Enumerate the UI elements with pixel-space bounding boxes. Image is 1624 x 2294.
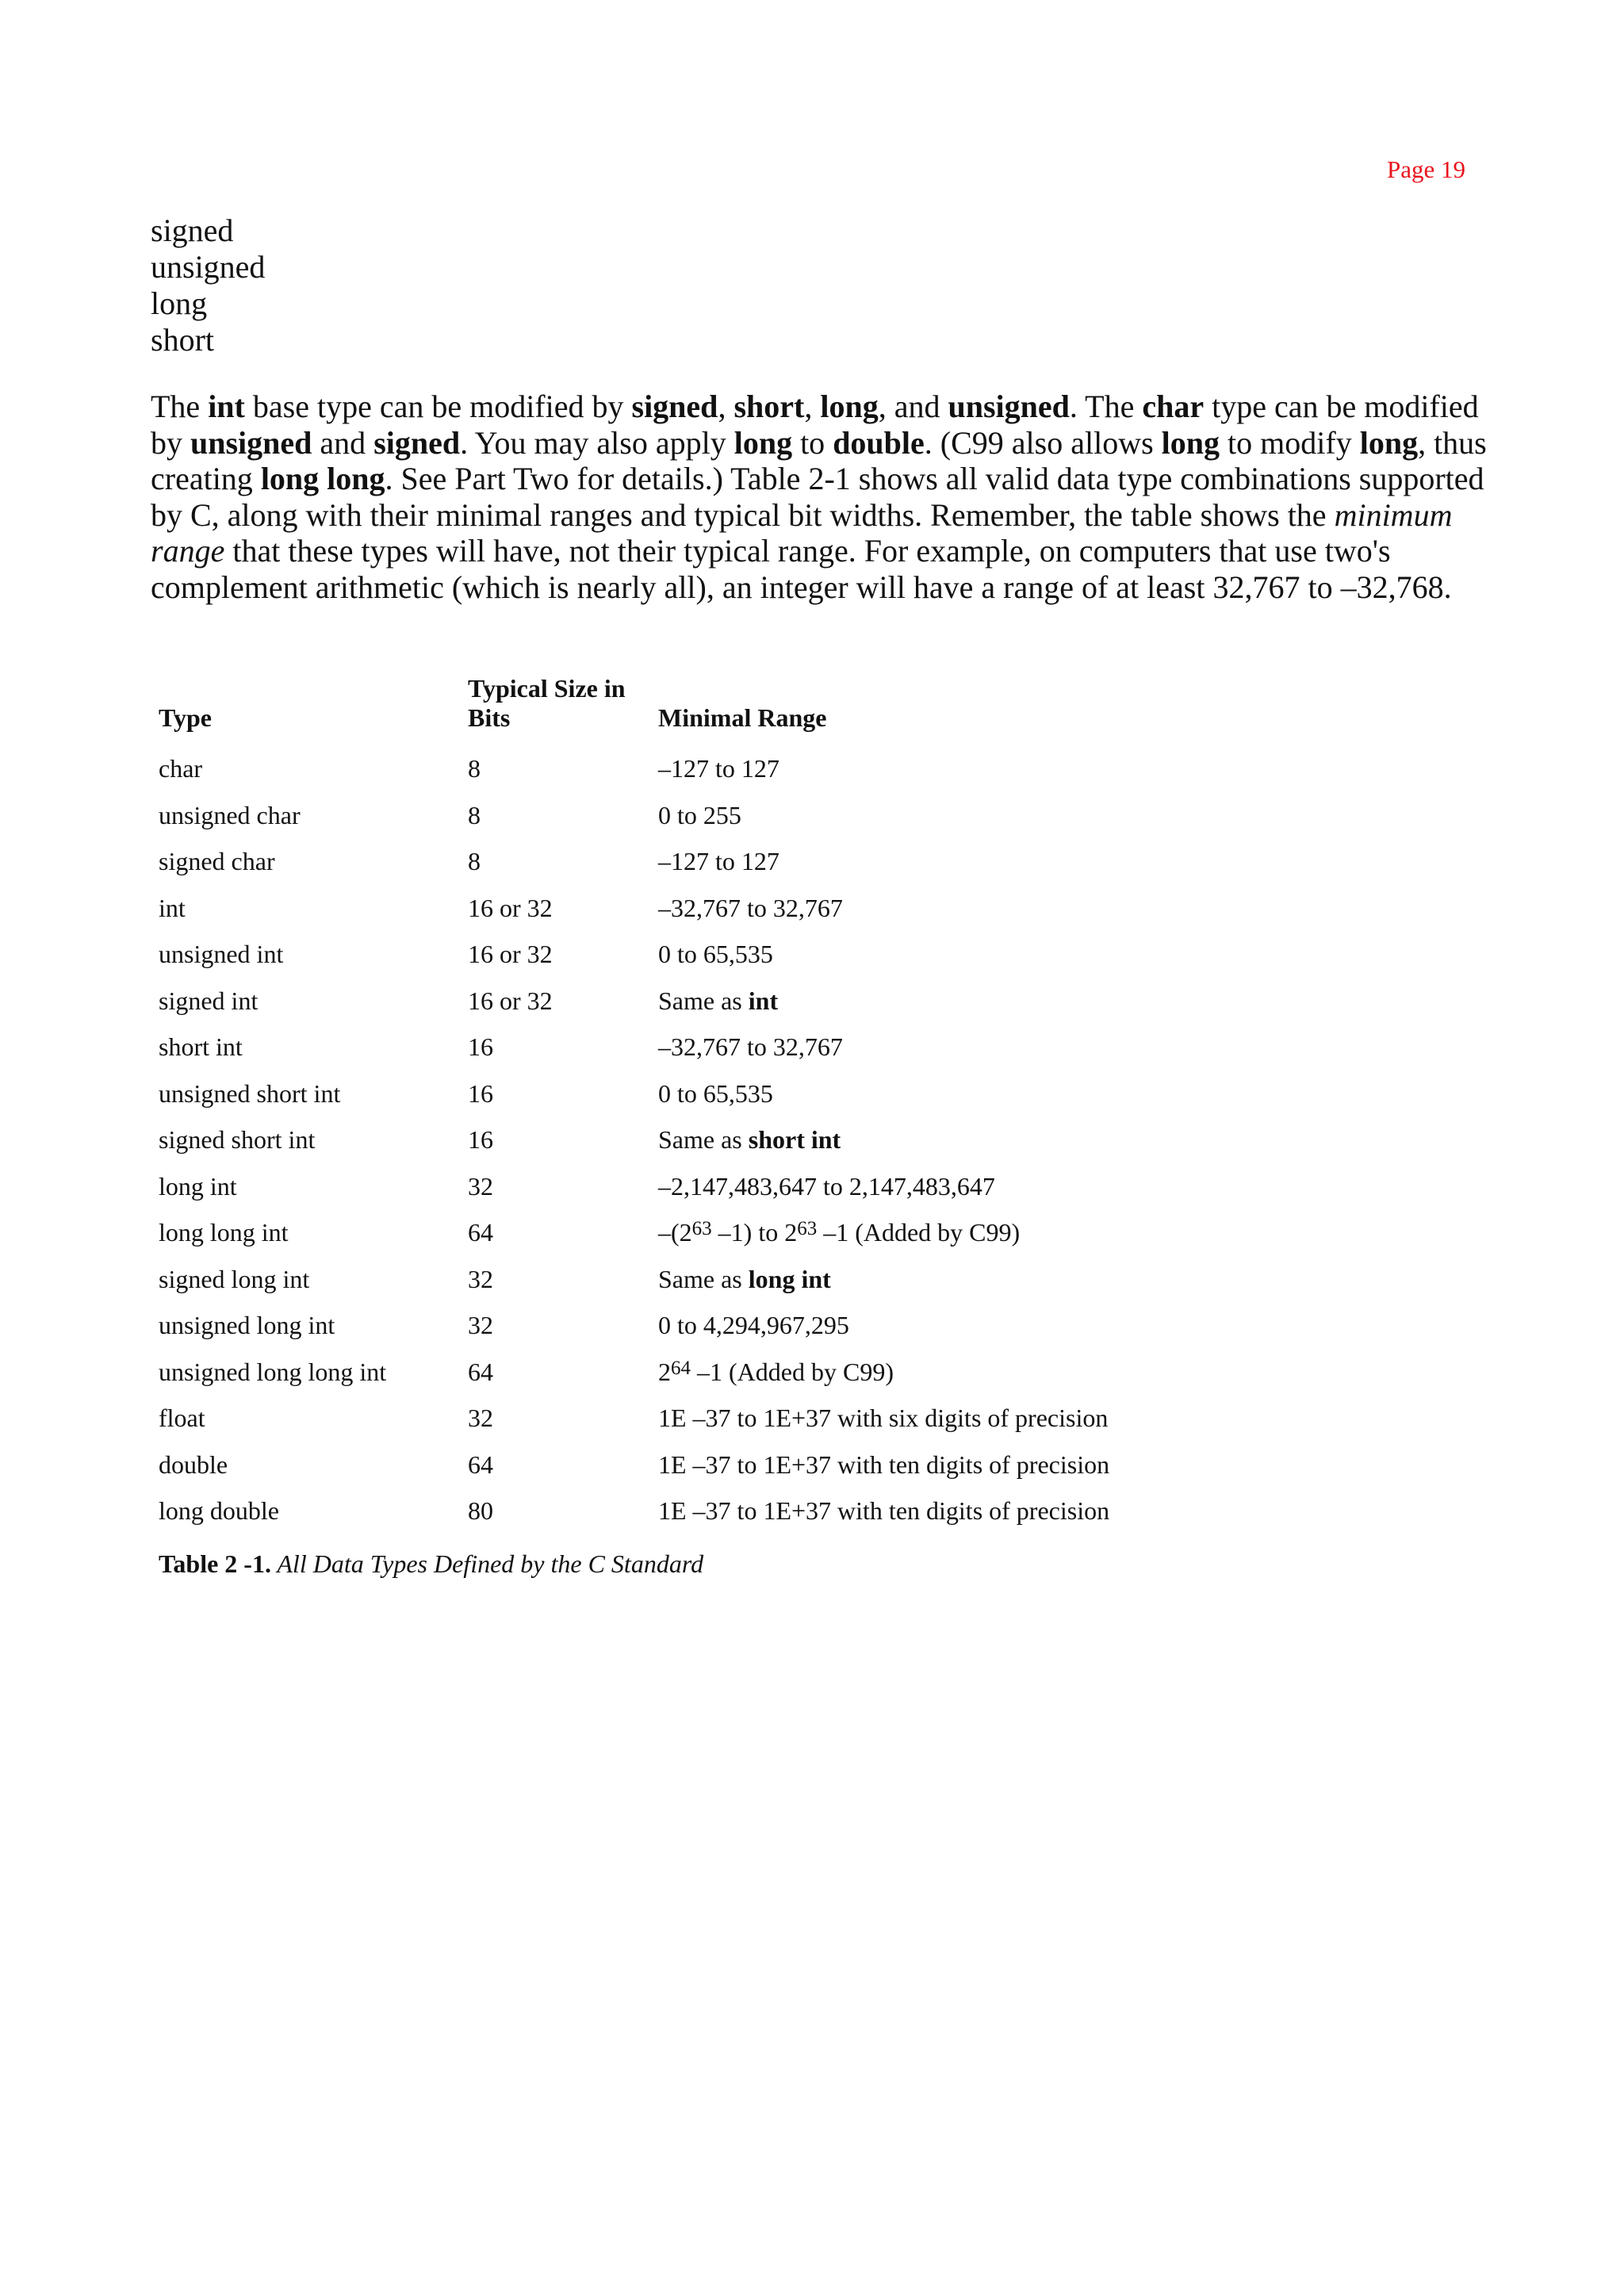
type-cell: unsigned int <box>159 940 284 969</box>
range-text: 1E –37 to 1E+37 with six digits of precision <box>658 1404 1109 1433</box>
type-cell: short int <box>159 1032 243 1062</box>
column-header-size: Typical Size in Bits <box>468 674 626 732</box>
range-exponent: 64 <box>671 1357 691 1379</box>
range-cell <box>650 1070 1221 1117</box>
range-exponent: 63 <box>797 1218 818 1240</box>
range-text: –32,767 to 32,767 <box>658 893 843 922</box>
type-cell: unsigned short int <box>159 1078 341 1108</box>
table-row <box>151 1395 1221 1442</box>
range-cell <box>650 931 1221 978</box>
data-types-table <box>151 674 1221 1534</box>
table-row <box>151 978 1221 1024</box>
size-cell: 16 or 32 <box>468 940 553 969</box>
range-exponent: 63 <box>691 1218 712 1240</box>
size-cell: 80 <box>468 1496 493 1526</box>
range-cell <box>650 1163 1221 1210</box>
range-cell <box>650 885 1221 932</box>
size-cell: 16 <box>468 1125 493 1155</box>
type-cell: long double <box>159 1496 279 1526</box>
range-text: –32,767 to 32,767 <box>658 1032 843 1062</box>
range-cell <box>650 1302 1221 1349</box>
range-text: 0 to 255 <box>658 800 741 829</box>
table-row <box>151 838 1221 885</box>
body-paragraph: The int base type can be modified by signed, short, long, and unsigned. The char type can be modified by unsigned and signed. You may also apply long to double. (C99 also allows long to modify long, thus creating long long. See Part Two for details.) Table 2-1 shows all valid data type combinations supported by C, along with their minimal ranges and typical bit widths. Remember, the table shows the minimum range that these types will have, not their typical range. For example, on computers that use two's complement arithmetic (which is nearly all), an integer will have a range of at least 32,767 to –32,768. <box>151 389 1487 605</box>
range-text: Same as <box>658 986 749 1015</box>
range-cell <box>650 1442 1221 1488</box>
table-row <box>151 1163 1221 1210</box>
size-cell: 32 <box>468 1264 493 1293</box>
size-cell: 8 <box>468 800 481 829</box>
table-row <box>151 1488 1221 1534</box>
table-row <box>151 792 1221 839</box>
table-row <box>151 1209 1221 1256</box>
range-text: –1 (Added by C99) <box>817 1218 1021 1247</box>
size-cell: 32 <box>468 1404 493 1433</box>
range-text: –1 (Added by C99) <box>691 1357 894 1386</box>
table-row <box>151 745 1221 792</box>
range-text: 2 <box>658 1357 671 1386</box>
table-row <box>151 931 1221 978</box>
size-cell: 64 <box>468 1218 493 1247</box>
table-row <box>151 1070 1221 1117</box>
range-text: –1) to 2 <box>711 1218 798 1247</box>
range-text: Same as <box>658 1264 749 1293</box>
size-cell: 8 <box>468 754 481 783</box>
range-keyword: long int <box>748 1264 831 1293</box>
range-cell <box>650 1395 1221 1442</box>
range-text: 1E –37 to 1E+37 with ten digits of precision <box>658 1496 1110 1526</box>
modifier-keyword: long <box>151 285 208 321</box>
range-cell <box>650 978 1221 1024</box>
range-text: –127 to 127 <box>658 754 779 783</box>
type-cell: signed long int <box>159 1264 310 1293</box>
size-cell: 64 <box>468 1450 493 1479</box>
size-cell: 16 or 32 <box>468 986 553 1015</box>
range-cell <box>650 1024 1221 1070</box>
range-cell <box>650 838 1221 885</box>
size-cell: 16 <box>468 1078 493 1108</box>
range-text: Same as <box>658 1125 749 1155</box>
type-cell: long long int <box>159 1218 289 1247</box>
range-cell <box>650 745 1221 792</box>
type-cell: signed short int <box>159 1125 316 1155</box>
range-text: 0 to 65,535 <box>658 1078 773 1108</box>
table-row <box>151 885 1221 932</box>
type-cell: unsigned char <box>159 800 301 829</box>
table-caption: Table 2 -1. All Data Types Defined by the C Standard <box>159 1549 704 1578</box>
range-cell <box>650 1209 1221 1256</box>
range-cell <box>650 1256 1221 1303</box>
table-header-row <box>151 674 1221 745</box>
table-row <box>151 1349 1221 1396</box>
table-row <box>151 1256 1221 1303</box>
modifier-keyword-list <box>151 213 265 358</box>
table-row <box>151 1024 1221 1070</box>
type-cell: char <box>159 754 203 783</box>
column-header-type: Type <box>159 703 212 732</box>
modifier-keyword: unsigned <box>151 249 266 285</box>
range-text: –2,147,483,647 to 2,147,483,647 <box>658 1171 995 1201</box>
column-header-range: Minimal Range <box>658 703 827 732</box>
size-cell: 32 <box>468 1311 493 1340</box>
type-cell: unsigned long long int <box>159 1357 387 1386</box>
range-text: –(2 <box>658 1218 692 1247</box>
modifier-keyword: short <box>151 322 214 358</box>
table-row <box>151 1302 1221 1349</box>
size-cell: 16 or 32 <box>468 893 553 922</box>
size-cell: 8 <box>468 847 481 876</box>
range-text: 0 to 4,294,967,295 <box>658 1311 849 1340</box>
type-cell: signed int <box>159 986 259 1015</box>
type-cell: long int <box>159 1171 237 1201</box>
range-text: 0 to 65,535 <box>658 940 773 969</box>
type-cell: unsigned long int <box>159 1311 335 1340</box>
size-cell: 16 <box>468 1032 493 1062</box>
range-keyword: short int <box>748 1125 841 1155</box>
range-cell <box>650 1116 1221 1163</box>
type-cell: float <box>159 1404 205 1433</box>
range-cell <box>650 1488 1221 1534</box>
range-keyword: int <box>748 986 779 1015</box>
table-row <box>151 1116 1221 1163</box>
table-row <box>151 1442 1221 1488</box>
range-text: 1E –37 to 1E+37 with ten digits of precision <box>658 1450 1110 1479</box>
type-cell: int <box>159 893 186 922</box>
type-cell: double <box>159 1450 228 1479</box>
page-number: Page 19 <box>1386 155 1465 183</box>
modifier-keyword: signed <box>151 213 234 248</box>
type-cell: signed char <box>159 847 275 876</box>
range-text: –127 to 127 <box>658 847 779 876</box>
range-cell <box>650 792 1221 839</box>
range-cell <box>650 1349 1221 1396</box>
size-cell: 32 <box>468 1171 493 1201</box>
size-cell: 64 <box>468 1357 493 1386</box>
